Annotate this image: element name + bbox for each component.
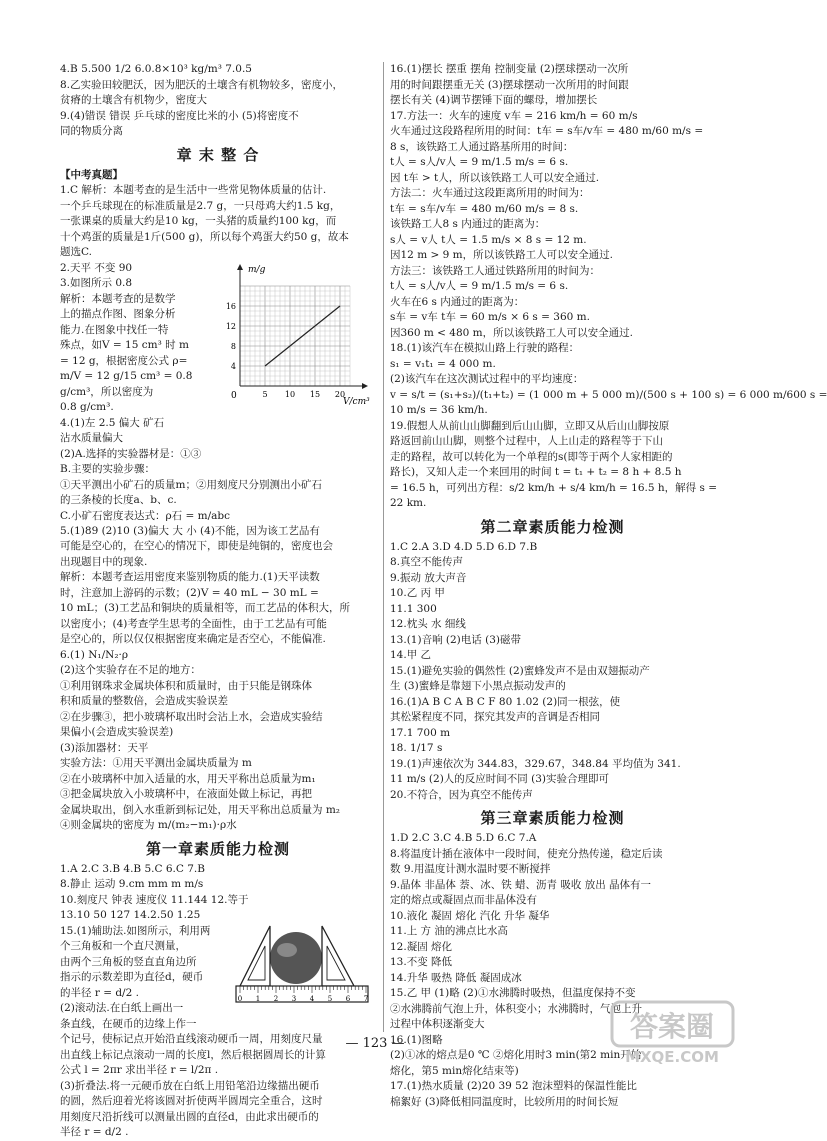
text-line: 同的物质分离 [60,125,123,137]
text-line: 时，注意加上游码的示数；(2)V = 40 mL − 30 mL = [60,586,319,599]
text-line: ②在小玻璃杯中加入适量的水，用天平称出总质量为m₁ [60,772,316,785]
text-line: ④则金属块的密度为 m/(m₂−m₁)·ρ水 [60,819,237,831]
text-line: 16.(1)图略 [390,1033,443,1046]
text-line: (2)①冰的熔点是0 ℃ ②熔化用时3 min(第2 min开始 [390,1049,642,1061]
text-line: 因 t车 > t人，所以该铁路工人可以安全通过. [390,171,600,184]
text-line: 17.方法一：火车的速度 v车 = 216 km/h = 60 m/s [390,109,638,122]
left-block-a [60,62,376,140]
text-line: 19.(1)声速依次为 344.83，329.67，348.84 平均值为 341. [390,757,681,770]
right-block-a [390,62,827,512]
text-line: 解析：本题考查的是数学 [60,292,176,305]
text-line: 12.凝固 熔化 [390,940,453,953]
graph-ytick: 8 [230,341,236,351]
text-line: 该铁路工人8 s 内通过的距离为： [390,218,546,230]
text-line: 11 m/s (2)人的反应时间不同 (3)实验合理即可 [390,773,610,785]
text-line: 其松紧程度不同，探究其发声的音调是否相同 [390,711,600,723]
heading-chapter-3-test: 第三章素质能力检测 [480,809,625,827]
text-line: 17.1 700 m [390,726,451,739]
text-line: 10.刻度尺 钟表 速度仪 11.144 12.等于 [60,893,249,906]
graph-xtick: 5 [262,389,268,399]
text-line: 8.静止 运动 9.cm mm m m/s [60,878,204,890]
triangle-left-icon [240,926,270,986]
text-line: t人 = s人/v人 = 9 m/1.5 m/s = 6 s. [390,156,569,168]
text-line: 10 m/s = 36 km/h. [390,404,488,416]
ruler-label: 2 [273,994,279,1003]
text-line: 能力.在图象中找任一特 [60,323,169,336]
graph-ytick: 4 [230,361,236,371]
text-line: 0.8 g/cm³. [60,401,114,413]
watermark-logo [610,1000,735,1066]
text-line: 方法三：该铁路工人通过铁路所用的时间为： [390,264,600,277]
coin-measure-figure [232,920,372,1008]
left-block-e [60,862,376,924]
right-column [390,62,827,1110]
text-line: 20.不符合，因为真空不能传声 [390,788,533,801]
ruler-label: 6 [345,994,351,1003]
text-line: t车 = s车/v车 = 480 m/60 m/s = 8 s. [390,202,579,215]
text-line: 5.(1)89 (2)10 (3)偏大 大 小 (4)不能，因为该工艺品有 [60,524,320,537]
text-line: 题选C. [60,246,92,258]
text-line: 8.真空不能传声 [390,556,464,568]
text-line: 火车通过这段路程所用的时间：t车 = s车/v车 = 480 m/60 m/s = [390,125,704,137]
text-line: 一个乒乓球现在的标准质量是2.7 g，一只母鸡大约1.5 kg， [60,199,341,212]
graph-xtick: 15 [309,389,321,399]
text-line: 1.A 2.C 3.B 4.B 5.C 6.C 7.B [60,862,205,875]
text-line: 实验方法：①用天平测出金属块质量为 m [60,757,252,769]
text-line: 8.将温度计插在液体中一段时间，使充分热传递，稳定后读 [390,847,663,860]
coin-icon [270,932,322,984]
ruler-label: 0 [237,994,243,1003]
text-line: 19.假想人从前山山脚翻到后山山脚，立即又从后山山脚按原 [390,419,670,432]
text-line: 2.天平 不变 90 [60,261,133,274]
text-line: s车 = v车 t车 = 60 m/s × 6 s = 360 m. [390,311,590,323]
text-line: (3)折叠法.将一元硬币放在白纸上用铅笔沿边缘描出硬币 [60,1079,320,1092]
text-line: 火车在6 s 内通过的距离为： [390,295,525,308]
page-number: — 123 — [345,1036,405,1051]
text-line: 个记号，使标记点开始沿直线滚动硬币一周，用刻度尺量 [60,1033,323,1045]
heading-chapter-1-test: 第一章素质能力检测 [145,839,290,858]
text-line: 16.(1)摆长 摆重 摆角 控制变量 (2)摆球摆动一次所 [390,63,629,75]
text-line: 过程中体积逐渐变大 [390,1018,485,1030]
heading-chapter-2-test: 第二章素质能力检测 [480,517,625,536]
text-line: 18. 1/17 s [390,742,443,754]
text-line: 的半径 r = d/2 . [60,986,139,999]
text-line: 沾水质量偏大 [60,432,123,444]
text-line: (3)添加器材：天平 [60,741,149,754]
text-line: = 12 g，根据密度公式 ρ= [60,354,188,367]
text-line: 可能是空心的，在空心的情况下，即使是纯铜的，密度也会 [60,540,333,552]
text-line: 公式 l = 2πr 求出半径 r = l/2π . [60,1064,219,1076]
text-line: 10.液化 凝固 熔化 汽化 升华 凝华 [390,909,550,922]
right-block-c [390,831,715,1110]
text-line: B.主要的实验步骤： [60,463,156,475]
graph-ytick: 16 [225,301,236,311]
text-line: ①利用钢珠求金属块体积和质量时，由于只能是钢珠体 [60,679,312,692]
text-line: 13.(1)音响 (2)电话 (3)磁带 [390,633,521,646]
text-line: 【中考真题】 [60,168,123,181]
text-line: 15.(1)辅助法.如图所示，利用两 [60,924,211,937]
text-line: 路返回前山山脚，则整个过程中，人上山走的路程等于下山 [390,435,663,447]
text-line: s人 = v人 t人 = 1.5 m/s × 8 s = 12 m. [390,233,587,246]
text-line: 十个鸡蛋的质量是1斤(500 g)，所以每个鸡蛋大约50 g，故本 [60,230,349,243]
text-line: 棉絮好 (3)降低相同温度时，比较所用的时间长短 [390,1095,619,1108]
ruler-label: 7 [363,994,369,1003]
text-line: 殊点，如V = 15 cm³ 时 m [60,339,189,351]
text-line: g/cm³，所以密度为 [60,385,154,398]
text-line: ①天平测出小矿石的质量m；②用刻度尺分别测出小矿石 [60,478,322,491]
text-line: 17.(1)热水质量 (2)20 39 52 泡沫塑料的保温性能比 [390,1080,637,1092]
text-line: 14.甲 乙 [390,649,432,661]
mass-volume-graph [220,258,370,408]
ruler-label: 1 [255,994,261,1003]
text-line: 18.(1)该汽车在模拟山路上行驶的路程： [390,342,580,354]
graph-grid [240,286,350,386]
text-line: 条直线，在硬币的边缘上作一 [60,1017,197,1030]
text-line: 3.如图所示 0.8 [60,277,133,289]
column-divider [383,62,384,1032]
text-line: 由两个三角板的竖直直角边所 [60,955,197,968]
text-line: 金属块取出，倒入水重新到标记处，用天平称出总质量为 m₂ [60,803,341,816]
x-arrow-icon [362,383,368,389]
text-line: 的圆，然后迎着光将该圆对折使两半圆周完全重合，这时 [60,1095,323,1107]
text-line: ③把金属块放入小玻璃杯中，在液面处做上标记，再把 [60,788,312,800]
text-line: 22 km. [390,497,427,509]
text-line: 13.不变 降低 [390,956,453,968]
text-line: 方法二：火车通过这段距离所用的时间为： [390,187,590,199]
watermark-url: MXQE.COM [625,1048,719,1066]
text-line: 因360 m < 480 m，所以该铁路工人可以安全通过. [390,326,633,339]
heading-chapter-summary: 章 末 整 合 [176,145,260,164]
text-line: 熔化，第5 min熔化结束等) [390,1064,519,1077]
text-line: ②在步骤③，把小玻璃杯取出时会沾上水，会造成实验结 [60,710,323,723]
text-line: 个三角板和一个直尺测量， [60,940,186,952]
text-line: 贫瘠的土壤含有机物少，密度大 [60,94,207,106]
text-line: 14.升华 吸热 降低 凝固成冰 [390,971,522,984]
y-arrow-icon [237,264,243,270]
text-line: C.小矿石密度表达式：ρ石 = m/abc [60,509,230,522]
text-line: 11.1 300 [390,602,437,615]
graph-xlabel: V/cm³ [343,396,370,407]
left-column [60,62,376,1141]
text-line: (2)滚动法.在白纸上画出一 [60,1002,184,1014]
text-line: 15.(1)避免实验的偶然性 (2)蜜蜂发声不是由双翅振动产 [390,664,650,677]
coin-highlight [277,943,297,957]
text-line: t人 = s人/v人 = 9 m/1.5 m/s = 6 s. [390,280,569,292]
text-line: (2)该汽车在这次测试过程中的平均速度： [390,373,584,385]
text-line: 果偏小(会造成实验误差) [60,726,174,738]
text-line: v = s/t = (s₁+s₂)/(t₁+t₂) = (1 000 m + 5 000 m)/(500 s + 100 s) = 6 000 m/600 s = [390,388,827,401]
text-line: 13.10 50 127 14.2.50 1.25 [60,909,201,921]
text-line: 4.B 5.500 1/2 6.0.8×10³ kg/m³ 7.0.5 [60,63,252,75]
ruler-label: 3 [291,994,297,1003]
text-line: 解析：本题考查运用密度来鉴别物质的能力.(1)天平读数 [60,571,320,583]
text-line: 8.乙实验田较肥沃，因为肥沃的土壤含有机物较多，密度小， [60,78,344,91]
graph-ylabel: m/g [248,264,266,275]
text-line: 用的时间跟摆重无关 (3)摆球摆动一次所用的时间跟 [390,78,629,91]
text-line: (2)这个实验存在不足的地方： [60,664,201,676]
text-line: 以密度小；(4)考查学生思考的全面性，由于工艺品有可能 [60,617,327,630]
text-line: m/V = 12 g/15 cm³ = 0.8 [60,370,193,382]
text-line: = 16.5 h，可列出方程：s/2 km/h + s/4 km/h = 16.5 h，解得 s = [390,481,718,494]
text-line: 半径 r = d/2 . [60,1126,129,1138]
text-line: 一张课桌的质量大约是10 kg，一头猪的质量约100 kg，而 [60,215,337,227]
text-line: 8 s，该铁路工人通过路基所用的时间： [390,140,574,153]
graph-xtick: 20 [334,389,346,399]
problem-15-block [60,924,376,1141]
text-line: 路长)，又知人走一个来回用的时间 t = t₁ + t₂ = 8 h + 8.5 h [390,466,682,478]
text-line: 因12 m > 9 m，所以该铁路工人可以安全通过. [390,249,613,261]
watermark-text: 答案圈 [629,1010,715,1043]
text-line: 的三条棱的长度a、b、c. [60,494,177,506]
text-line: 1.D 2.C 3.C 4.B 5.D 6.C 7.A [390,832,537,844]
text-line: 出现题目中的现象. [60,555,148,568]
text-line: 是空心的，所以仅仅根据密度来确定是否空心，不能偏准. [60,633,326,645]
text-line: 10 mL；(3)工艺品和铜块的质量相等，而工艺品的体积大，所 [60,602,350,614]
graph-origin: 0 [231,390,237,401]
graph-ytick: 12 [225,321,236,331]
text-line: ②水沸腾前气泡上升，体积变小；水沸腾时，气泡上升 [390,1002,642,1015]
text-line: 1.C 2.A 3.D 4.D 5.D 6.D 7.B [390,540,538,553]
text-line: 生 (3)蜜蜂是靠翅下小黑点振动发声的 [390,680,566,692]
text-line: 11.上 方 油的沸点比水高 [390,925,508,937]
text-line: 15.乙 甲 (1)略 (2)①水沸腾时吸热，但温度保持不变 [390,987,636,999]
text-line: 10.乙 丙 甲 [390,587,445,599]
text-line: 6.(1) N₁/N₂·ρ [60,648,129,661]
text-line: (2)A.选择的实验器材是：①③ [60,447,202,460]
graph-xtick: 10 [284,389,296,399]
text-line: 9.(4)错误 错误 乒乓球的密度比米的小 (5)将密度不 [60,109,299,122]
left-block-d [60,524,376,834]
text-line: 9.振动 放大声音 [390,571,467,584]
text-line: 走的路程，故可以转化为一个单程的s(即等于两个人家相距的 [390,450,673,463]
text-line: 数 9.用温度计测水温时要不断搅拌 [390,863,551,875]
text-line: 指示的示数差即为直径d，硬币 [60,971,204,983]
text-line: 4.(1)左 2.5 偏大 矿石 [60,416,165,429]
text-line: 9.晶体 非晶体 萘、冰、铁 蜡、沥青 吸收 放出 晶体有一 [390,878,652,891]
ruler-label: 4 [309,994,315,1003]
right-block-b [390,540,715,804]
text-line: 出直线上标记点滚动一周的长度l，然后根据圆周长的计算 [60,1048,326,1061]
text-line: 积和质量的整数倍，会造成实验误差 [60,695,228,707]
text-line: 用刻度尺沿折线可以测量出圆的直径d，由此求出硬币的 [60,1110,319,1123]
text-line: 上的描点作图、图象分析 [60,308,176,320]
ruler-label: 5 [327,994,333,1003]
triangle-left-inner [248,946,265,980]
text-line: 16.(1)A B C A B C F 80 1.02 (2)同一根弦，使 [390,695,621,708]
text-line: 1.C 解析：本题考查的是生活中一些常见物体质量的估计. [60,184,327,196]
text-line: s₁ = v₁t₁ = 4 000 m. [390,357,496,370]
text-line: 12.枕头 水 细线 [390,618,466,630]
text-line: 定的熔点或凝固点而非晶体没有 [390,894,537,906]
text-line: 摆长有关 (4)调节摆锤下面的螺母，增加摆长 [390,94,598,106]
